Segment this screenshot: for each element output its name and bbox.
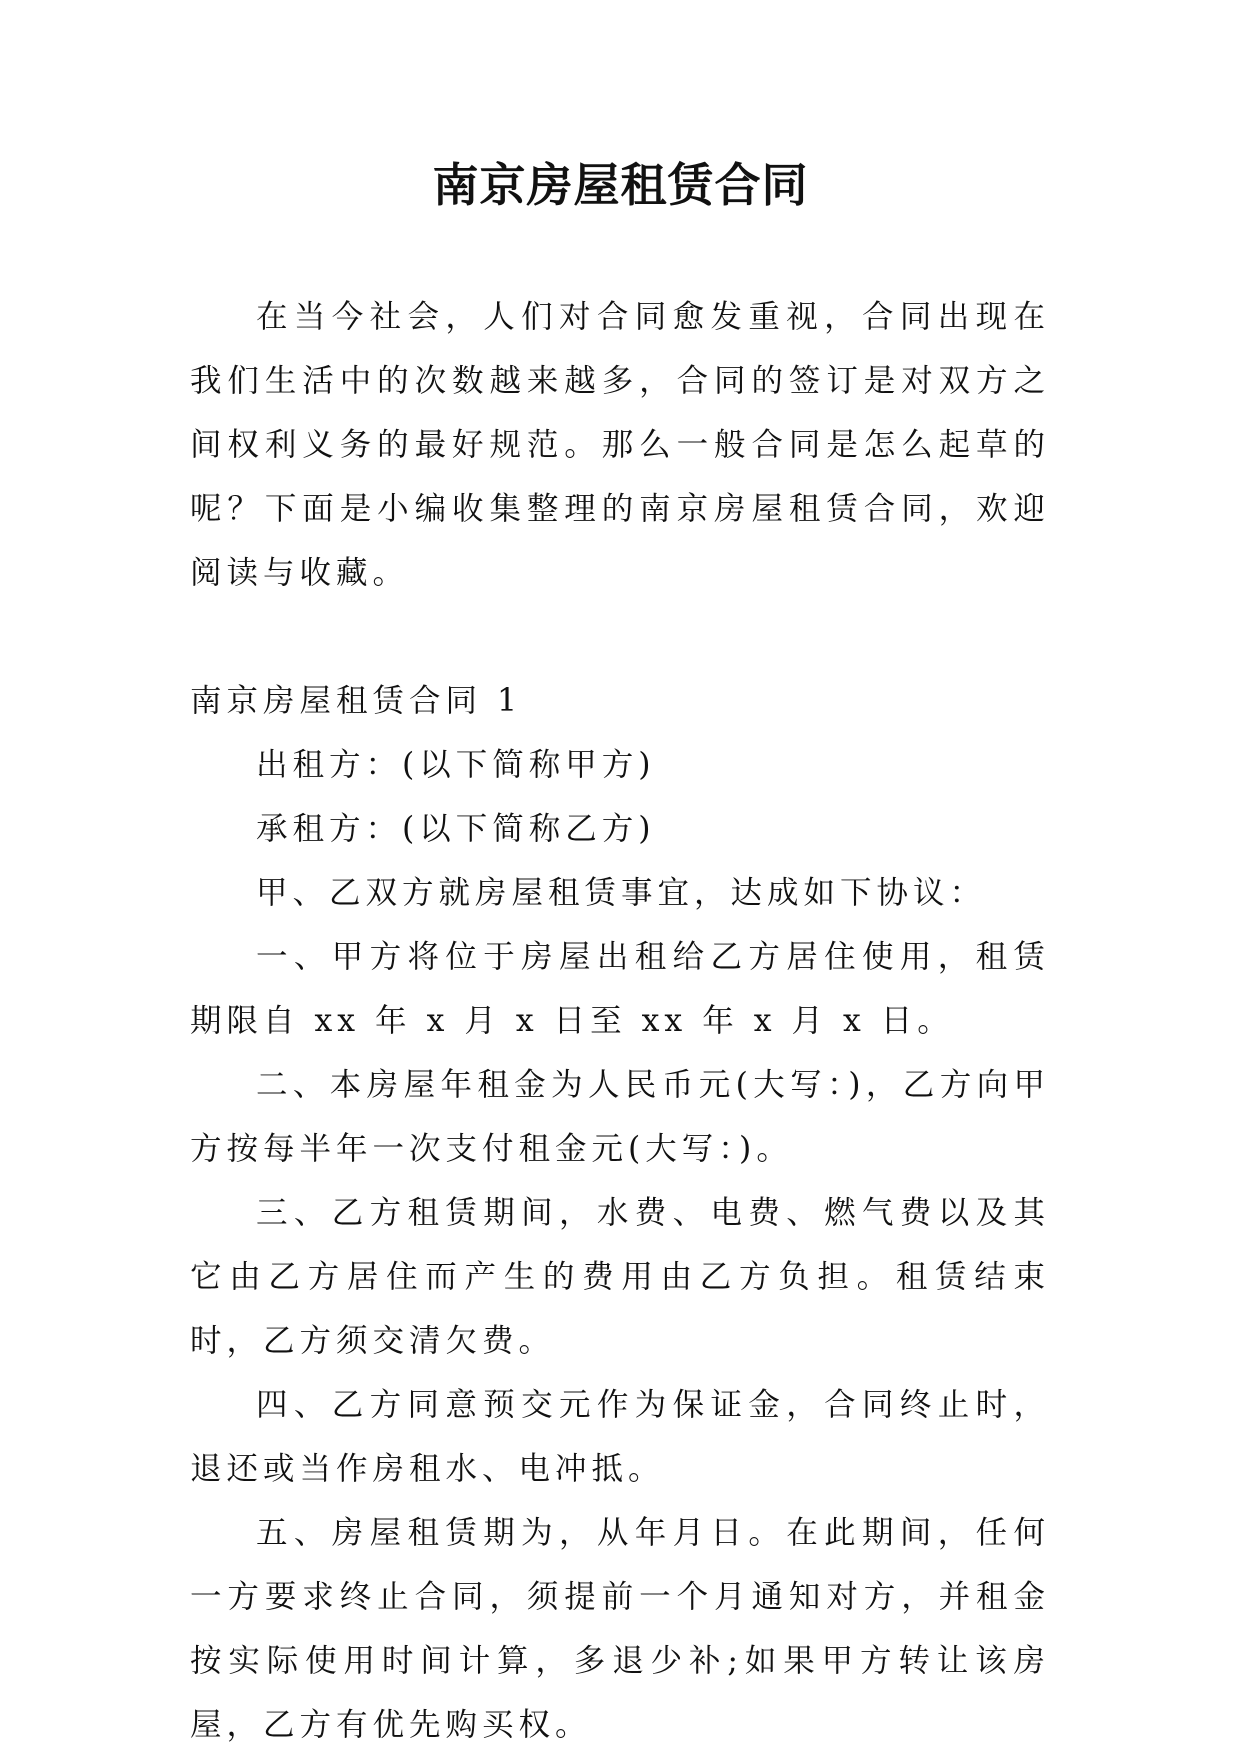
clause-2: 二、本房屋年租金为人民币元(大写：)，乙方向甲方按每半年一次支付租金元(大写：)。 bbox=[190, 1067, 1050, 1167]
section-heading: 南京房屋租赁合同 1 bbox=[190, 683, 523, 719]
document-title: 南京房屋租赁合同 bbox=[432, 158, 809, 212]
party-lessor-line: 出租方：(以下简称甲方) bbox=[256, 747, 656, 783]
document-body bbox=[190, 285, 1050, 1757]
clause-5: 五、房屋租赁期为，从年月日。在此期间，任何一方要求终止合同，须提前一个月通知对方，并租金按实际使用时间计算，多退少补;如果甲方转让该房屋，乙方有优先购买权。 bbox=[190, 1515, 1050, 1743]
party-lessee-line: 承租方：(以下简称乙方) bbox=[256, 811, 656, 847]
clause-3: 三、乙方租赁期间，水费、电费、燃气费以及其它由乙方居住而产生的费用由乙方负担。租赁结束时，乙方须交清欠费。 bbox=[190, 1195, 1050, 1359]
intro-paragraph: 在当今社会，人们对合同愈发重视，合同出现在我们生活中的次数越来越多，合同的签订是对双方之间权利义务的最好规范。那么一般合同是怎么起草的呢？下面是小编收集整理的南京房屋租赁合同，欢迎阅读与收藏。 bbox=[190, 299, 1050, 591]
clause-1: 一、甲方将位于房屋出租给乙方居住使用，租赁期限自 xx 年 x 月 x 日至 xx 年 x 月 x 日。 bbox=[190, 939, 1050, 1039]
clause-4: 四、乙方同意预交元作为保证金，合同终止时，退还或当作房租水、电冲抵。 bbox=[190, 1387, 1050, 1487]
agreement-lead-line: 甲、乙双方就房屋租赁事宜，达成如下协议： bbox=[256, 875, 987, 911]
